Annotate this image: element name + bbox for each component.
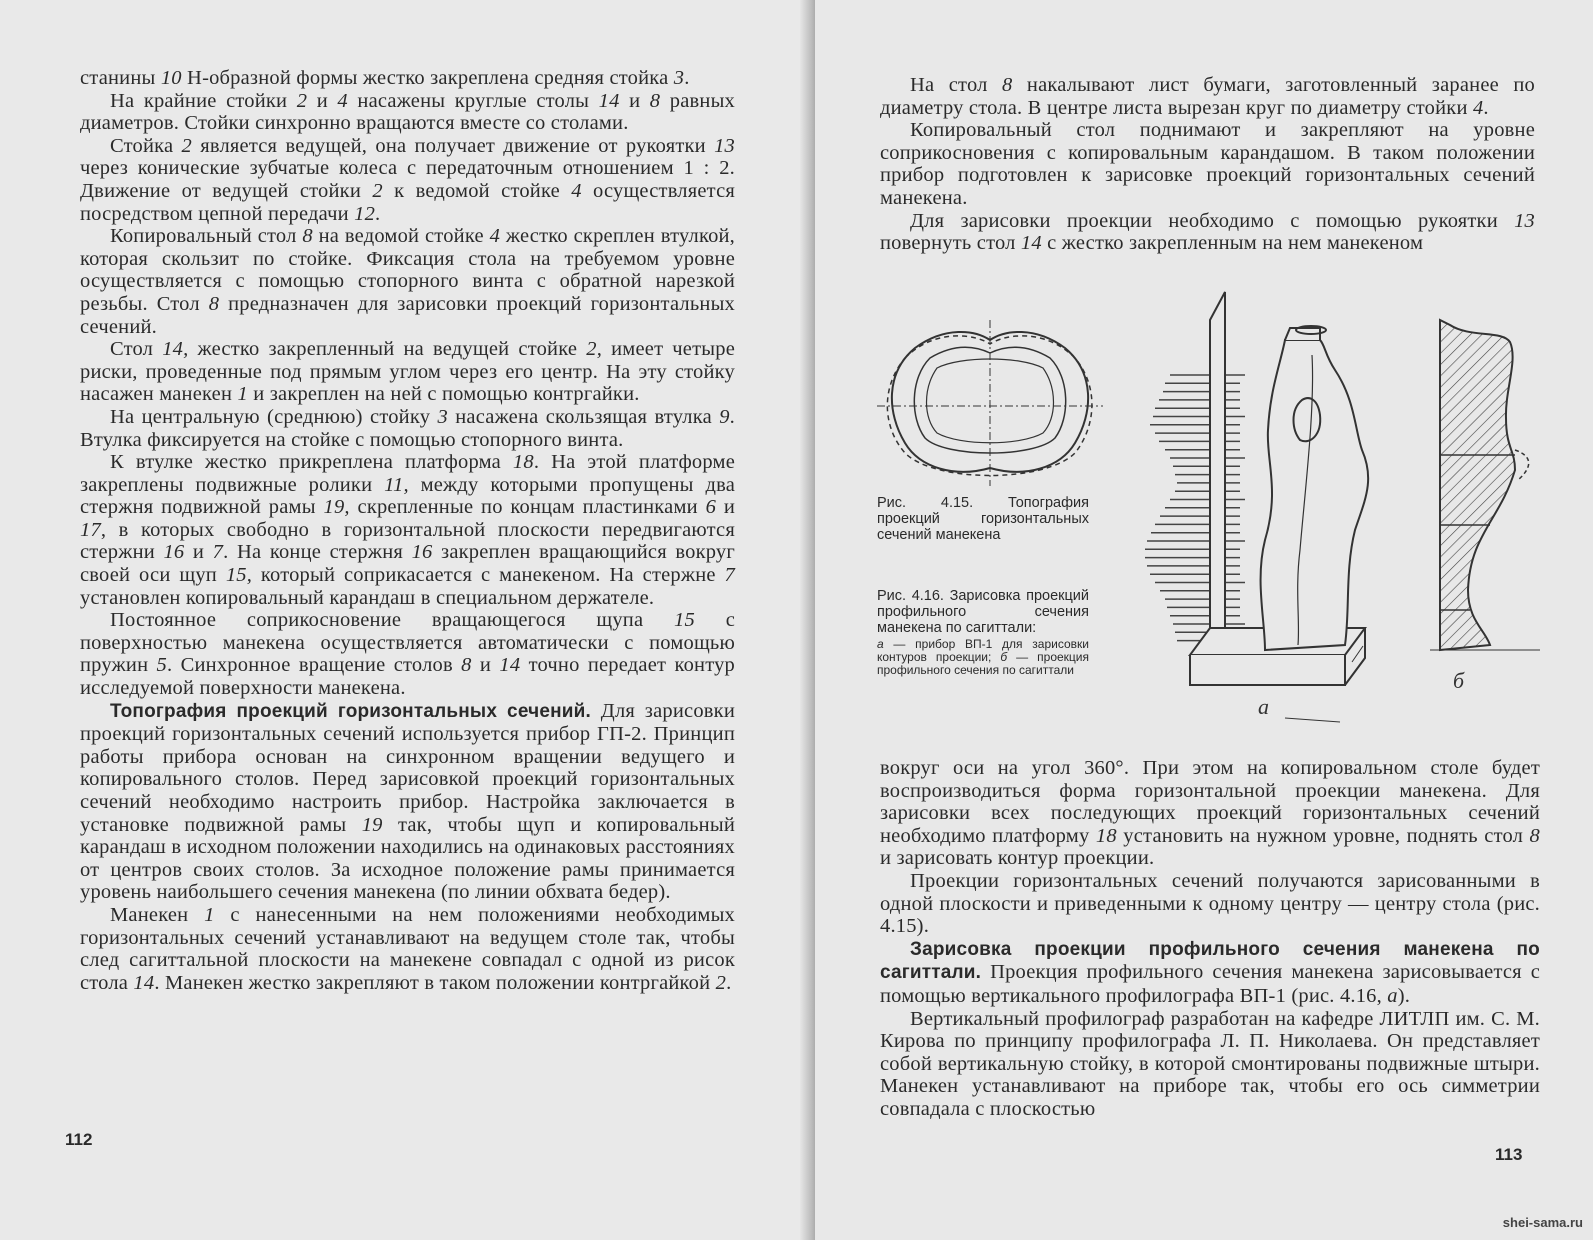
paragraph-p5: Стол 14, жестко закрепленный на ведущей стойке 2, имеет четыре риски, проведенные под прямым углом через его центр. На эту стойку насажен манекен 1 и закреплен на ней с помощью контргайки. (80, 338, 735, 406)
right-page-number: 113 (1495, 1145, 1523, 1164)
paragraph-r1: На стол 8 накалывают лист бумаги, заготовленный заранее по диаметру стола. В центре листа вырезан круг по диаметру стойки 4. (880, 74, 1535, 119)
figure-4-16 (1130, 290, 1570, 735)
paragraph-r4: вокруг оси на угол 360°. При этом на копировальном столе будет воспроизводиться форма горизонтальной проекции манекена. Для зарисовки всех последующих проекций горизонтальных сечений необходимо платформу 18 установить на нужном уровне, поднять стол 8 и зарисовать контур проекции. (880, 757, 1540, 870)
caption-4-15-text: Рис. 4.15. Топография проекций горизонтальных сечений манекена (877, 495, 1089, 543)
figure-label-a: а (1258, 694, 1269, 719)
paragraph-p4: Копировальный стол 8 на ведомой стойке 4 жестко скреплен втулкой, которая скользит по стойке. Фиксация стола на требуемом уровне осуществляется с помощью стопорного винта с обратной нарезкой резьбы. Стол 8 предназначен для зарисовки проекций горизонтальных сечений. (80, 225, 736, 338)
paragraph-p1: станины 10 Н-образной формы жестко закреплена средняя стойка 3. (80, 67, 690, 89)
left-page-text (80, 67, 735, 994)
paragraph-p10: Манекен 1 с нанесенными на нем положениями необходимых горизонтальных сечений устанавливают на ведущем столе так, чтобы след сагиттальной плоскости на манекене совпадал с одной из рисок стола 14. Манекен жестко закрепляют в таком положении контргайкой 2. (80, 903, 736, 994)
paragraph-p8: Постоянное соприкосновение вращающегося щупа 15 с поверхностью манекена осуществляется автоматически с помощью пружин 5. Синхронное вращение столов 8 и 14 точно передает контур исследуемой поверхности манекена. (80, 609, 736, 700)
paragraph-r2: Копировальный стол поднимают и закрепляют на уровне соприкосновения с копировальным карандашом. В таком положении прибор подготовлен к зарисовке проекций горизонтальных сечений манекена. (880, 119, 1535, 209)
right-page-bottom-text (880, 757, 1540, 1121)
profilograph-pins (1145, 375, 1245, 641)
caption-figure-4-16 (877, 588, 1089, 677)
caption-4-16-legend: а — прибор ВП-1 для зарисовки контуров проекции; б — проекция профильного сечения по сагиттали (877, 637, 1089, 677)
paragraph-p9: Топография проекций горизонтальных сечений. Для зарисовки проекций горизонтальных сечений используется прибор ГП-2. Принцип работы прибора основан на синхронном вращении ведущего и копировального столов. Перед зарисовкой проекций горизонтальных сечений необходимо настроить прибор. Настройка заключается в установке подвижной рамы 19 так, чтобы щуп и копировальный карандаш в исходном положении находились на одинаковых расстояниях от центров своих столов. За исходное положение рамы принимается уровень наибольшего сечения манекена (по линии обхвата бедер). (80, 699, 735, 904)
paragraph-r5: Проекции горизонтальных сечений получаются зарисованными в одной плоскости и приведенными к одному центру — центру стола (рис. 4.15). (880, 869, 1540, 938)
paragraph-p7: К втулке жестко прикреплена платформа 18. На этой платформе закреплены подвижные ролики 11, между которыми пропущены два стержня подвижной рамы 19, скрепленные по концам пластинками 6 и 17, в которых свободно в горизонтальной плоскости передвигаются стержни 16 и 7. На конце стержня 16 закреплен вращающийся вокруг своей оси щуп 15, который соприкасается с манекеном. На стержне 7 установлен копировальный карандаш в специальном держателе. (80, 451, 736, 609)
paragraph-r7: Вертикальный профилограф разработан на кафедре ЛИТЛП им. С. М. Кирова по принципу профилографа Л. П. Николаева. Он представляет собой вертикальную стойку, в которой смонтированы подвижные штыри. Манекен устанавливают на приборе так, чтобы его ось симметрии совпадала с плоскостью (880, 1007, 1540, 1120)
sagittal-profile-projection (1430, 320, 1540, 650)
caption-4-16-text: Рис. 4.16. Зарисовка проекций профильного сечения манекена по сагиттали: (877, 588, 1089, 636)
paragraph-p2: На крайние стойки 2 и 4 насажены круглые столы 14 и 8 равных диаметров. Стойки синхронно вращаются вместе со столами. (80, 89, 735, 135)
left-page-number: 112 (65, 1130, 93, 1149)
paragraph-p3: Стойка 2 является ведущей, она получает движение от рукоятки 13 через конические зубчатые колеса с передаточным отношением 1 : 2. Движение от ведущей стойки 2 к ведомой стойке 4 осуществляется посредством цепной передачи 12. (80, 134, 735, 225)
paragraph-r6: Зарисовка проекции профильного сечения манекена по сагиттали. Проекция профильного сечения манекена зарисовывается с помощью вертикального профилографа ВП-1 (рис. 4.16, а). (880, 938, 1540, 1007)
profilograph-stand (1210, 292, 1225, 655)
right-page-top-text (880, 74, 1535, 255)
site-watermark: shei-sama.ru (1502, 1215, 1583, 1230)
right-page (815, 0, 1593, 1240)
paragraph-r3: Для зарисовки проекции необходимо с помощью рукоятки 13 повернуть стол 14 с жестко закрепленным на нем манекеном (880, 209, 1535, 255)
figure-4-15 (875, 318, 1105, 488)
caption-figure-4-15 (877, 495, 1089, 543)
paragraph-p6: На центральную (среднюю) стойку 3 насажена скользящая втулка 9. Втулка фиксируется на стойке с помощью стопорного винта. (80, 405, 735, 451)
figure-label-b: б (1453, 668, 1465, 693)
mannequin-figure (1261, 326, 1369, 650)
